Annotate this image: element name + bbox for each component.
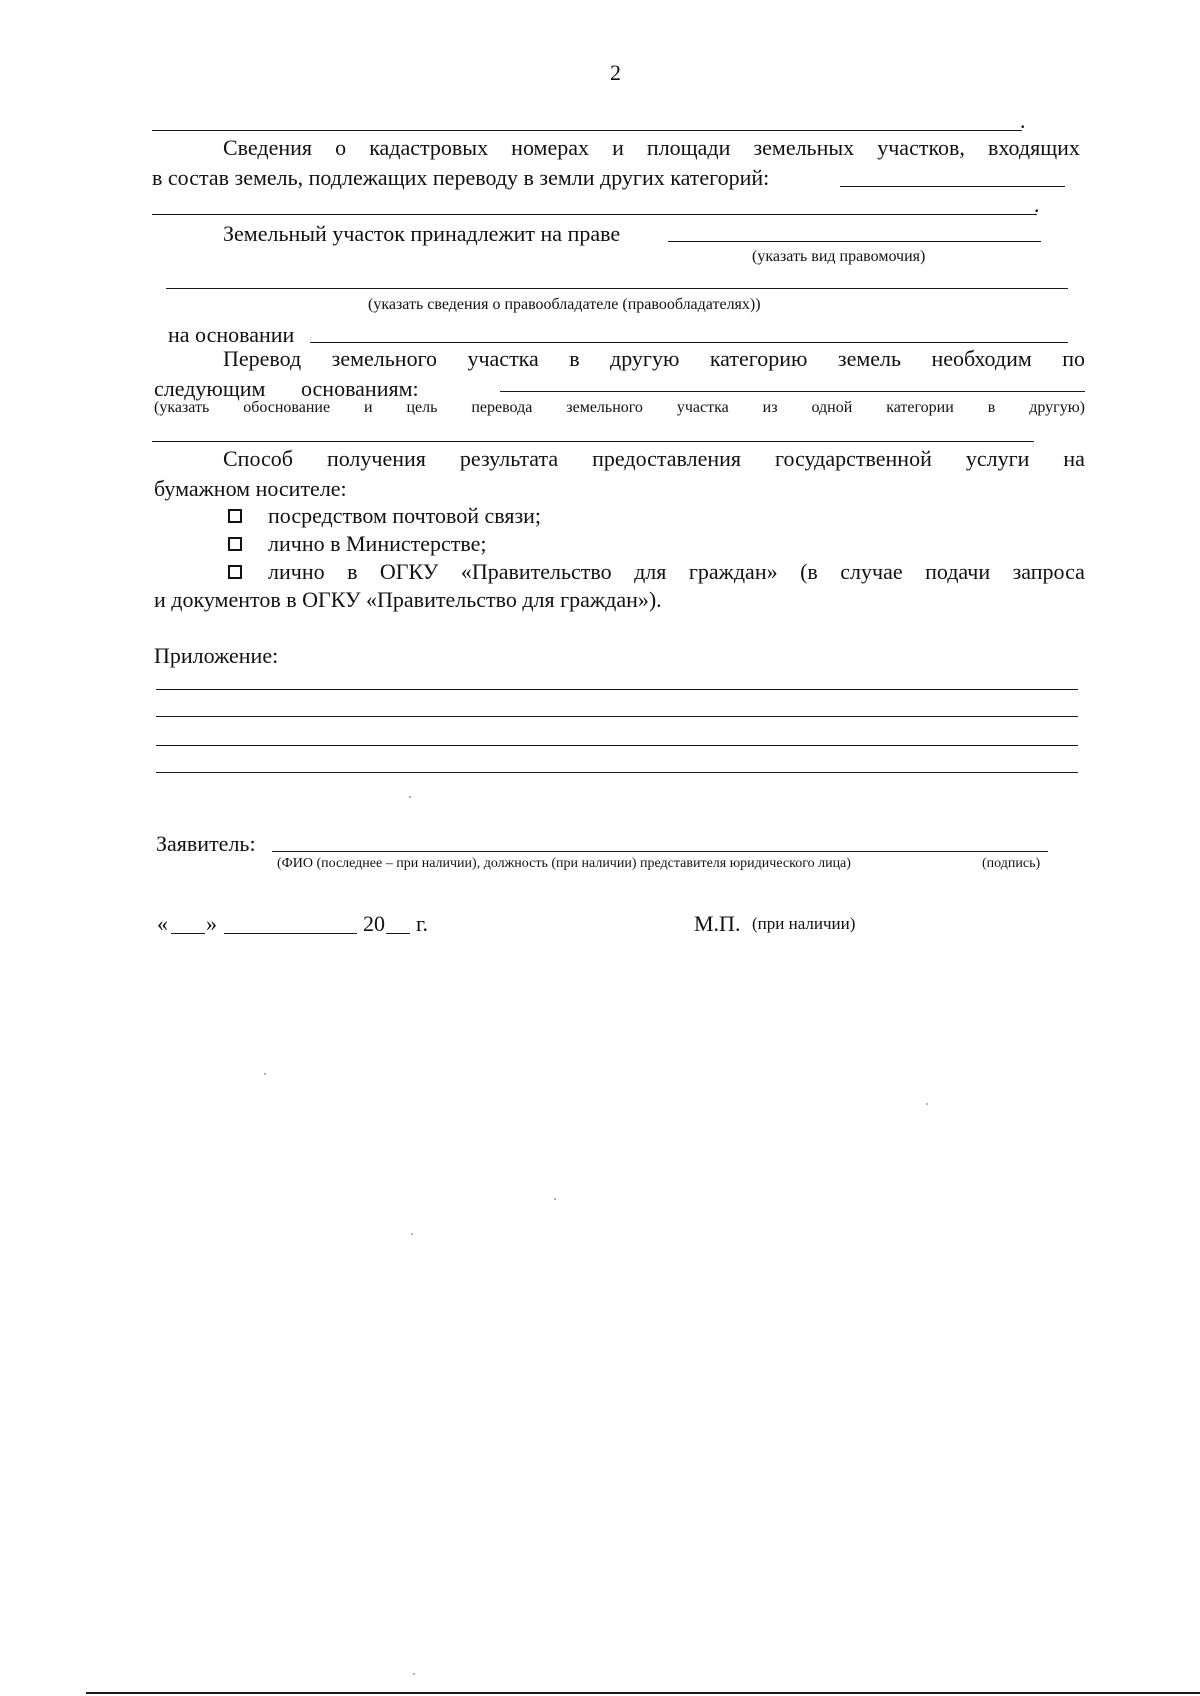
transfer-reason-word: земельного (331, 346, 438, 371)
transfer-reason-word: категорию (709, 346, 808, 371)
line-end-dot: . (1020, 108, 1026, 133)
date-day-field (171, 933, 205, 934)
option-ogku-word: подачи (925, 559, 991, 584)
delivery-word: Способ (223, 446, 293, 471)
option-ogku-word: в (347, 559, 358, 584)
option-ogku-continuation: и документов в ОГКУ «Правительство для граждан»). (154, 587, 662, 612)
scan-speck (926, 1103, 928, 1105)
holder-field (166, 288, 1068, 289)
option-ministry-label: лично в Министерстве; (268, 531, 487, 556)
transfer-reason-field (500, 391, 1085, 392)
delivery-word: услуги (965, 446, 1030, 471)
option-ogku-word: лично (268, 559, 325, 584)
cadastral-line-2: в состав земель, подлежащих переводу в земли других категорий: (152, 165, 770, 190)
transfer-reason-word: необходим (931, 346, 1032, 371)
option-ogku-word: ОГКУ (379, 559, 439, 584)
scan-speck (264, 1073, 266, 1075)
transfer-reason-word: Перевод (223, 346, 302, 371)
option-ogku-word: запроса (1012, 559, 1085, 584)
cadastral-field-line-b (152, 214, 1037, 215)
transfer-reason-word-1: следующим (154, 376, 266, 401)
attachment-line-1 (156, 689, 1078, 690)
transfer-reason-word: другую (610, 346, 680, 371)
attachment-label: Приложение: (154, 643, 279, 668)
right-type-field (668, 241, 1041, 242)
date-month-field (224, 933, 357, 934)
applicant-name-hint: (ФИО (последнее – при наличии), должность (при наличии) представителя юридического лица) (277, 856, 851, 871)
transfer-reason-word: земель (837, 346, 902, 371)
delivery-word: на (1063, 446, 1085, 471)
applicant-label: Заявитель: (156, 831, 256, 856)
date-year-prefix: 20 (363, 911, 385, 936)
transfer-reason-word: в (569, 346, 580, 371)
option-ogku-word: граждан» (688, 559, 778, 584)
cadastral-word: входящих (987, 135, 1080, 160)
transfer-reason-hint-word: одной (811, 399, 853, 416)
transfer-reason-hint-word: (указать (154, 399, 210, 416)
checkbox-postal[interactable] (228, 509, 242, 523)
page-number: 2 (610, 60, 621, 85)
scan-speck (413, 1673, 415, 1675)
transfer-reason-field-2 (152, 441, 1034, 442)
transfer-reason-hint-word: в (987, 399, 996, 416)
transfer-reason-hint-word: другую) (1029, 399, 1085, 416)
continuation-line (152, 130, 1022, 131)
basis-label: на основании (168, 322, 295, 347)
transfer-reason-hint-word: участка (676, 399, 729, 416)
cadastral-word: площади (646, 135, 731, 160)
checkbox-ogku[interactable] (228, 565, 242, 579)
cadastral-word: о (335, 135, 347, 160)
cadastral-word: кадастровых (369, 135, 489, 160)
cadastral-end-dot: . (1034, 192, 1040, 217)
option-ogku-word: (в (800, 559, 818, 584)
transfer-reason-word: по (1062, 346, 1085, 371)
seal-label: М.П. (694, 911, 741, 936)
cadastral-line-1 (223, 135, 1080, 161)
transfer-reason-word: участка (467, 346, 539, 371)
cadastral-field-line-a (840, 186, 1065, 187)
scan-speck (411, 1233, 413, 1235)
delivery-word: результата (459, 446, 559, 471)
cadastral-word: Сведения (223, 135, 313, 160)
attachment-line-2 (156, 716, 1078, 717)
transfer-reason-hint-word: земельного (566, 399, 643, 416)
option-ogku-label (268, 559, 1085, 585)
transfer-reason-line-1 (223, 346, 1085, 372)
holder-hint: (указать сведения о правообладателе (правообладателях)) (368, 296, 761, 313)
date-year-suffix: г. (416, 911, 429, 936)
right-type-hint: (указать вид правомочия) (752, 248, 926, 265)
basis-field (310, 342, 1068, 343)
checkbox-ministry[interactable] (228, 537, 242, 551)
applicant-signature-hint: (подпись) (982, 856, 1041, 871)
delivery-word: получения (326, 446, 426, 471)
date-open-quote: « (157, 911, 168, 936)
delivery-word: предоставления (592, 446, 742, 471)
option-ogku-word: «Правительство (460, 559, 612, 584)
date-close-quote: » (206, 911, 217, 936)
cadastral-word: земельных (753, 135, 855, 160)
transfer-reason-hint-word: обоснование (243, 399, 331, 416)
transfer-reason-hint-word: из (762, 399, 778, 416)
scan-speck (409, 796, 411, 798)
ownership-label: Земельный участок принадлежит на праве (223, 221, 621, 246)
scan-edge-line (86, 1692, 1200, 1694)
transfer-reason-hint-word: перевода (471, 399, 533, 416)
cadastral-word: участков, (877, 135, 965, 160)
transfer-reason-hint-word: и (363, 399, 373, 416)
attachment-line-4 (156, 772, 1078, 773)
transfer-reason-hint-word: категории (886, 399, 954, 416)
delivery-word: государственной (775, 446, 932, 471)
transfer-reason-hint (154, 399, 1085, 417)
delivery-line-2: бумажном носителе: (154, 476, 347, 501)
delivery-line-1 (223, 446, 1085, 472)
transfer-reason-hint-word: цель (406, 399, 438, 416)
scan-speck (554, 1198, 556, 1200)
applicant-field (272, 851, 1048, 852)
date-year-field (386, 933, 410, 934)
transfer-reason-word-2: основаниям: (300, 376, 419, 401)
option-ogku-word: случае (840, 559, 903, 584)
cadastral-word: номерах (511, 135, 589, 160)
cadastral-word: и (612, 135, 624, 160)
option-ogku-word: для (634, 559, 667, 584)
attachment-line-3 (156, 745, 1078, 746)
seal-note: (при наличии) (752, 914, 856, 933)
option-postal-label: посредством почтовой связи; (268, 503, 542, 528)
